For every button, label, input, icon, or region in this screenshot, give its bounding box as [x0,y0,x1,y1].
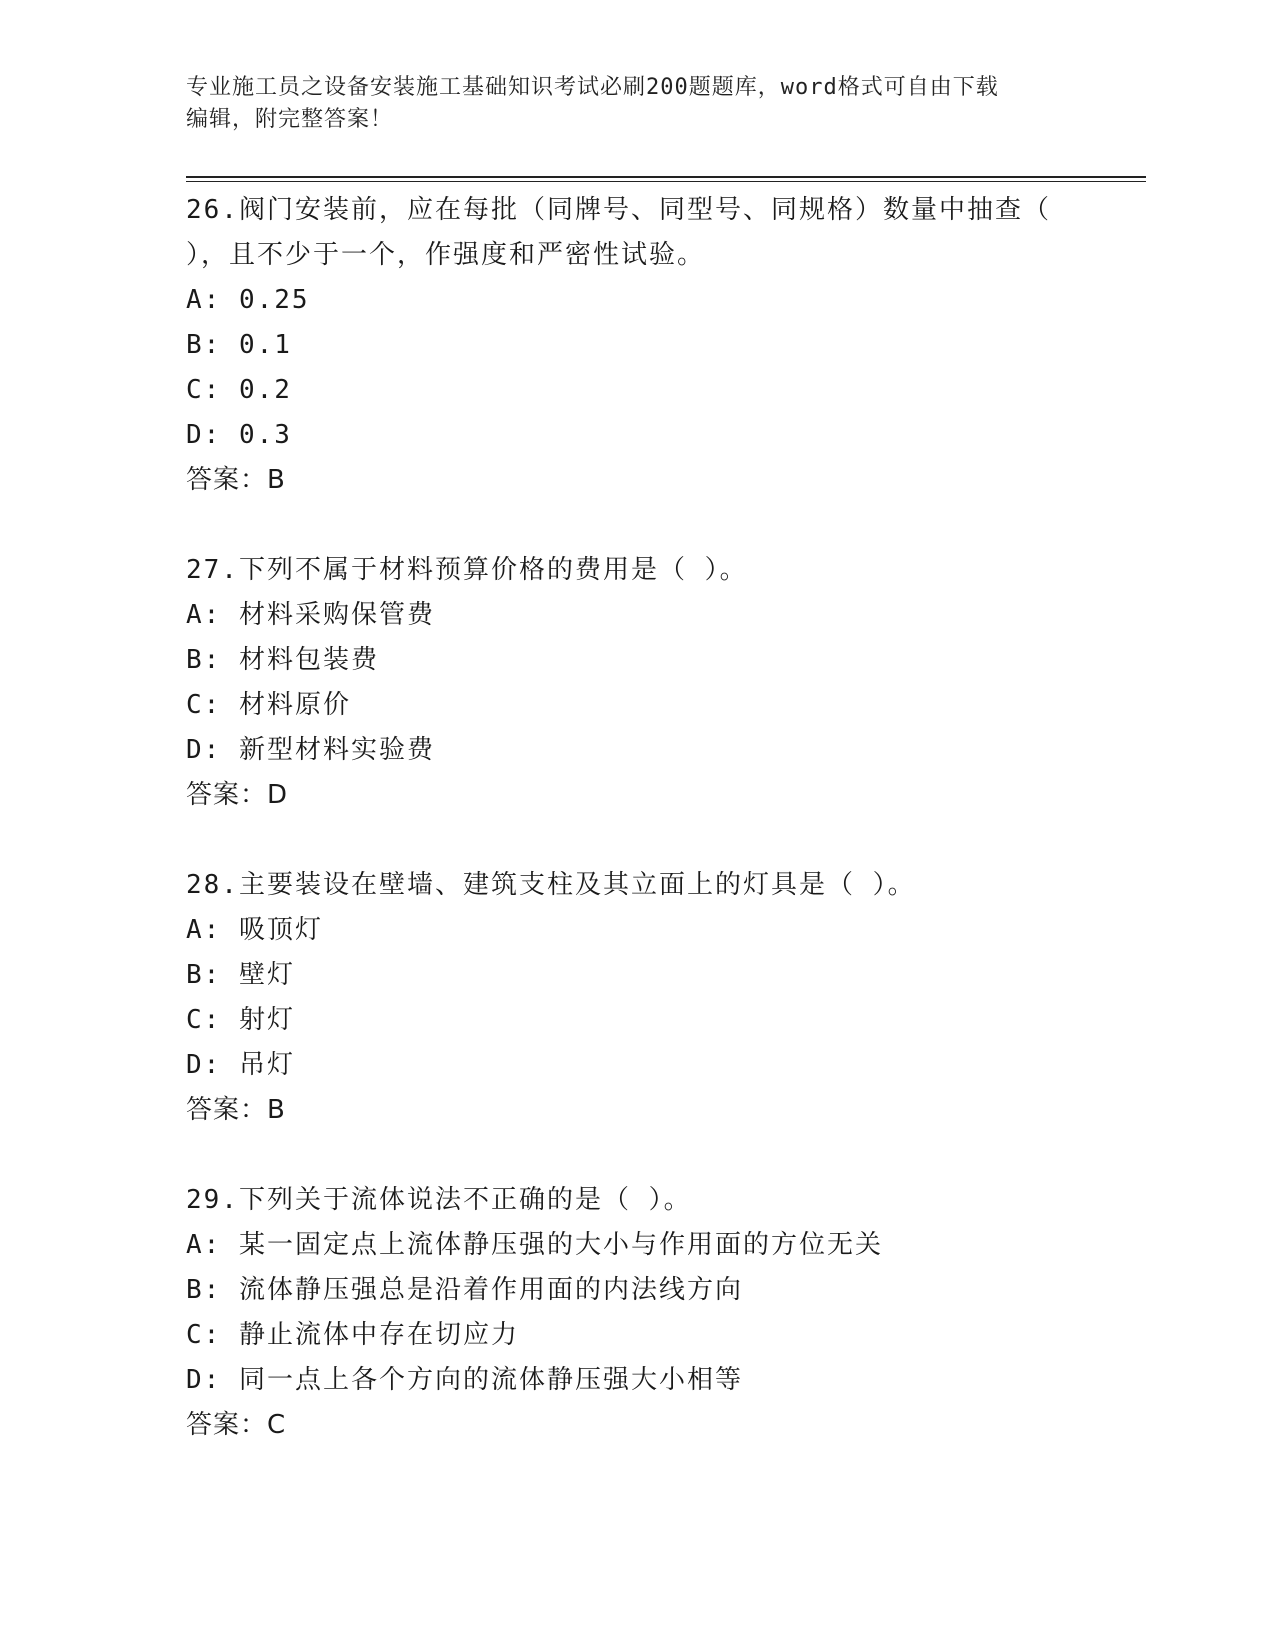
header-line-2: 编辑，附完整答案！ [186,107,394,132]
header-divider-thick [186,176,1146,178]
option-a: A: 某一固定点上流体静压强的大小与作用面的方位无关 [186,1230,883,1260]
option-c: C: 静止流体中存在切应力 [186,1320,519,1350]
question-29 [186,1178,1086,1448]
option-d: D: 吊灯 [186,1050,295,1080]
answer: 答案：B [186,1095,286,1125]
option-b: B: 流体静压强总是沿着作用面的内法线方向 [186,1275,743,1305]
question-27 [186,548,1086,818]
question-text-line-1: 26.阀门安装前，应在每批（同牌号、同型号、同规格）数量中抽查（ [186,195,1051,225]
option-b: B: 材料包装费 [186,645,379,675]
header-line-1: 专业施工员之设备安装施工基础知识考试必刷200题题库，word格式可自由下载 [186,75,999,100]
option-b: B: 壁灯 [186,960,295,990]
option-a: A: 吸顶灯 [186,915,323,945]
option-d: D: 0.3 [186,420,292,450]
question-text-line-1: 27.下列不属于材料预算价格的费用是（ ）。 [186,555,748,585]
question-28 [186,863,1086,1133]
option-d: D: 新型材料实验费 [186,735,435,765]
document-header [186,72,1066,136]
option-a: A: 材料采购保管费 [186,600,435,630]
question-text-line-1: 29.下列关于流体说法不正确的是（ ）。 [186,1185,692,1215]
answer: 答案：D [186,780,289,810]
option-c: C: 0.2 [186,375,292,405]
question-26 [186,188,1086,503]
question-text-line-1: 28.主要装设在壁墙、建筑支柱及其立面上的灯具是（ ）。 [186,870,916,900]
header-divider-thin [186,181,1146,182]
option-c: C: 射灯 [186,1005,295,1035]
question-list [186,188,1086,1493]
option-c: C: 材料原价 [186,690,351,720]
option-a: A: 0.25 [186,285,310,315]
question-text-line-2: ），且不少于一个，作强度和严密性试验。 [186,240,706,270]
option-d: D: 同一点上各个方向的流体静压强大小相等 [186,1365,743,1395]
option-b: B: 0.1 [186,330,292,360]
answer: 答案：B [186,465,286,495]
answer: 答案：C [186,1410,287,1440]
